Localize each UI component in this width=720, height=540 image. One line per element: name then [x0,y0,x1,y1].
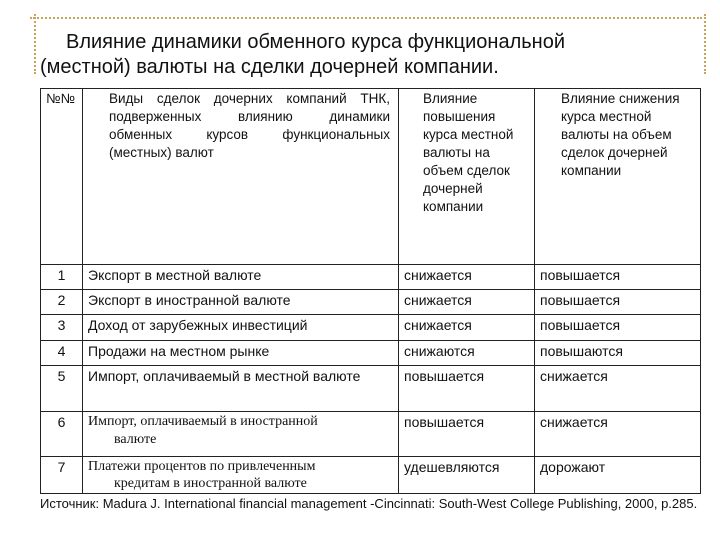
table-header-row [41,89,701,265]
row-type-line-1: Импорт, оплачиваемый в иностранной [88,414,318,429]
table-row [41,412,701,457]
row-num: 4 [41,341,83,366]
corner-rule-right [704,14,706,74]
row-num: 7 [41,457,83,494]
corner-rule-top [30,17,702,19]
row-increase: удешевляются [399,457,535,494]
title-line-1: Влияние динамики обменного курса функциональной [66,31,566,53]
row-decrease: дорожают [535,457,701,494]
page-title [40,30,700,80]
row-increase: снижается [399,290,535,315]
row-type: Продажи на местном рынке [83,341,399,366]
row-type: Доход от зарубежных инвестиций [83,315,399,341]
table-row [41,290,701,315]
row-type: Экспорт в иностранной валюте [83,290,399,315]
row-increase: снижаются [399,341,535,366]
row-type [83,457,399,494]
row-type-line-2: валюте [114,432,157,447]
row-num: 6 [41,412,83,457]
row-type-line-1: Платежи процентов по привлеченным [88,459,316,474]
row-type [83,412,399,457]
source-citation: Источник: Madura J. International financial management -Cincinnati: South-West College Publishing, 2000, p.285. [40,496,698,511]
row-num: 2 [41,290,83,315]
row-decrease: снижается [535,366,701,412]
table-row [41,341,701,366]
title-line-2: (местной) валюты на сделки дочерней компании. [40,56,499,78]
row-increase: снижается [399,265,535,290]
table-row [41,315,701,341]
row-decrease: повышаются [535,341,701,366]
table-row [41,366,701,412]
header-increase-impact: Влияние повышения курса местной валюты на объем сделок дочерней компании [399,89,535,265]
table-row [41,457,701,494]
header-num: №№ [41,89,83,265]
row-type-line-2: кредитам в иностранной валюте [114,476,307,491]
row-increase: повышается [399,412,535,457]
row-type: Импорт, оплачиваемый в местной валюте [83,366,399,412]
row-decrease: повышается [535,290,701,315]
row-decrease: снижается [535,412,701,457]
row-num: 1 [41,265,83,290]
exchange-impact-table [40,88,701,494]
header-transaction-type: Виды сделок дочерних компаний ТНК, подверженных влиянию динамики обменных курсов функциональных (местных) валют [83,89,399,265]
row-decrease: повышается [535,315,701,341]
row-num: 5 [41,366,83,412]
row-increase: повышается [399,366,535,412]
row-type: Экспорт в местной валюте [83,265,399,290]
header-decrease-impact: Влияние снижения курса местной валюты на объем сделок дочерней компании [535,89,701,265]
corner-rule-left [34,14,36,74]
table-row [41,265,701,290]
row-increase: снижается [399,315,535,341]
row-num: 3 [41,315,83,341]
row-decrease: повышается [535,265,701,290]
